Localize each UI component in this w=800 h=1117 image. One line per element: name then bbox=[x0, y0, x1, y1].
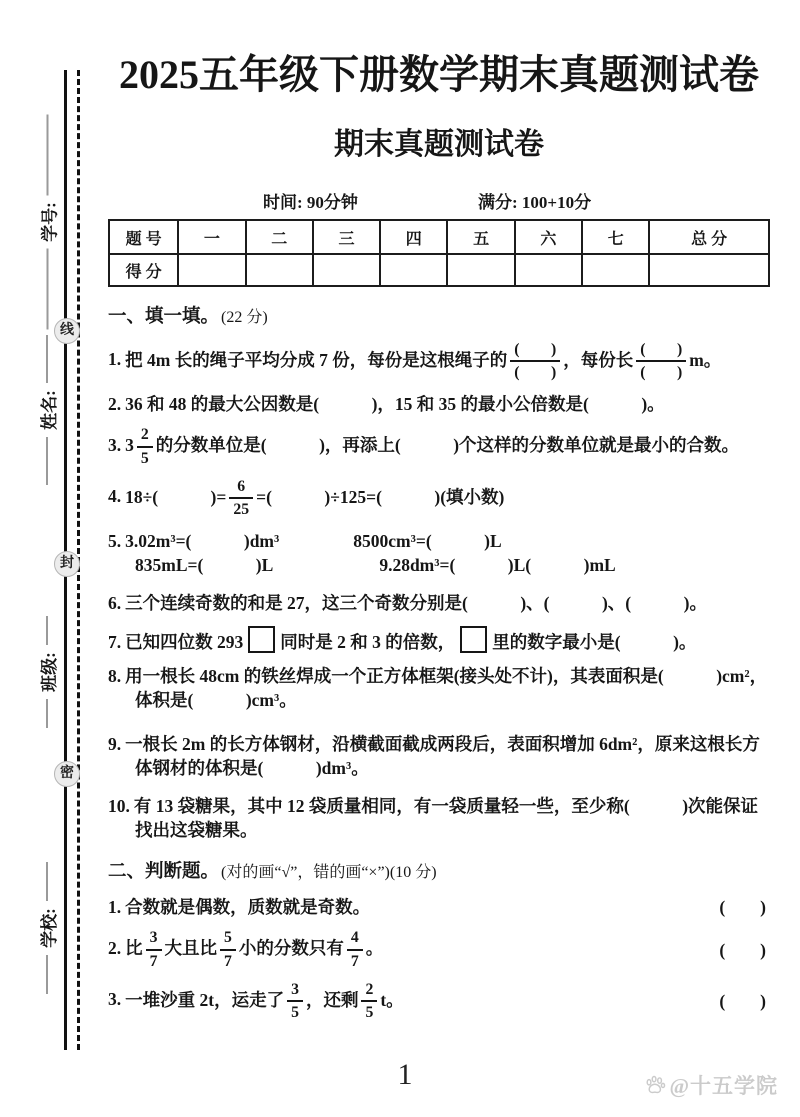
question-text-segment: 同时是 2 和 3 的倍数， bbox=[280, 631, 456, 652]
question bbox=[108, 732, 770, 780]
seal-char-mi: 密 bbox=[54, 761, 80, 787]
score-table-header-cell: 三 bbox=[313, 220, 380, 254]
fraction-denominator: 7 bbox=[149, 952, 158, 970]
question-text-segment: t。 bbox=[380, 989, 404, 1010]
fraction-numerator: 5 bbox=[220, 929, 236, 951]
fill-line bbox=[47, 114, 49, 195]
score-table-header-row bbox=[109, 220, 769, 254]
question-text bbox=[108, 626, 770, 654]
section-heading bbox=[108, 860, 770, 886]
question-number: 1. bbox=[108, 349, 122, 370]
fill-line bbox=[46, 862, 48, 901]
score-table-header-cell: 七 bbox=[582, 220, 649, 254]
judge-answer-blank: ( ) bbox=[719, 939, 766, 960]
fraction-numerator: 3 bbox=[146, 929, 162, 951]
fraction bbox=[146, 929, 162, 971]
score-table-cell bbox=[178, 254, 245, 286]
question-number: 1. bbox=[108, 897, 122, 918]
judge-answer-blank: ( ) bbox=[719, 897, 766, 918]
section-1 bbox=[108, 305, 770, 843]
fraction-denominator: 5 bbox=[291, 1004, 299, 1022]
school-label: 学校: bbox=[39, 908, 59, 948]
question bbox=[108, 895, 770, 919]
score-table-header-cell: 六 bbox=[515, 220, 582, 254]
question bbox=[108, 478, 770, 520]
question-text-segment: 9.28dm³=( )L( )mL bbox=[379, 555, 616, 576]
score-table-cell bbox=[582, 254, 649, 286]
question-text bbox=[108, 664, 770, 712]
fraction-denominator: 5 bbox=[140, 449, 149, 467]
score-table-cell: 得 分 bbox=[109, 254, 178, 286]
exam-info-row bbox=[108, 188, 770, 210]
fraction-numerator: ( ) bbox=[636, 341, 686, 363]
score-table-header-cell: 一 bbox=[178, 220, 245, 254]
score-table-header-cell: 四 bbox=[380, 220, 447, 254]
question-text-segment: 3.02m³=( )dm³ bbox=[125, 531, 280, 552]
baidu-paw-icon bbox=[644, 1074, 666, 1096]
question bbox=[108, 529, 770, 577]
question-text-segment: 835mL=( )L bbox=[135, 555, 274, 576]
section-label: 一、填一填。 bbox=[108, 307, 220, 327]
fraction-denominator: ( ) bbox=[640, 364, 683, 382]
fill-line bbox=[46, 616, 48, 645]
question bbox=[108, 981, 770, 1023]
answer-box bbox=[248, 626, 275, 653]
field-school bbox=[34, 862, 60, 994]
question bbox=[108, 664, 770, 712]
question-text-segment: 用一根长 48cm 的铁丝焊成一个正方体框架(接头处不计)，其表面积是( )cm²，体积是( )cm³。 bbox=[125, 665, 768, 710]
fraction-numerator: 3 bbox=[287, 981, 303, 1003]
question-text-segment: 的分数单位是( )，再添上( )个这样的分数单位就是最小的合数。 bbox=[155, 434, 740, 455]
question-text bbox=[108, 981, 707, 1023]
fraction-numerator: 4 bbox=[347, 929, 363, 951]
question-text-segment: =( )÷125=( )(填小数) bbox=[256, 486, 505, 507]
section-heading bbox=[108, 305, 770, 331]
score-table-cell bbox=[246, 254, 313, 286]
question-text bbox=[108, 478, 770, 520]
question-text bbox=[108, 426, 770, 468]
section-note: (对的画“√”，错的画“×”)(10 分) bbox=[221, 863, 437, 881]
question-text-segment: 有 13 袋糖果，其中 12 袋质量相同，有一袋质量轻一些，至少称( )次能保证找出这袋糖果。 bbox=[133, 796, 759, 841]
answer-box bbox=[460, 626, 487, 653]
question bbox=[108, 591, 770, 615]
seal-char-line: 线 bbox=[54, 318, 80, 344]
question-number: 9. bbox=[108, 734, 122, 754]
question-number: 2. bbox=[108, 394, 122, 415]
question-text-segment: m。 bbox=[689, 349, 722, 370]
section-note: (22 分) bbox=[221, 309, 268, 326]
field-student-name bbox=[34, 335, 60, 485]
question-text-segment: 。 bbox=[365, 937, 384, 958]
question-text bbox=[108, 732, 770, 780]
field-class bbox=[34, 616, 60, 728]
score-table-cell bbox=[649, 254, 769, 286]
question-number: 3. bbox=[108, 434, 122, 455]
field-student-id bbox=[35, 115, 61, 330]
judge-answer-blank: ( ) bbox=[719, 991, 766, 1012]
watermark-text: @十五学院 bbox=[669, 1074, 778, 1098]
fill-line bbox=[46, 955, 48, 994]
question-number: 2. bbox=[108, 937, 122, 958]
fraction-numerator: 2 bbox=[361, 981, 377, 1003]
question-text-segment: 比 bbox=[125, 937, 143, 958]
fraction-numerator: 6 bbox=[229, 478, 253, 500]
question bbox=[108, 392, 770, 416]
question-number: 3. bbox=[108, 989, 122, 1010]
question-number: 7. bbox=[108, 631, 122, 652]
question-text bbox=[108, 929, 707, 971]
question-sections bbox=[108, 305, 770, 1022]
fraction bbox=[220, 929, 236, 971]
question-number: 4. bbox=[108, 486, 122, 507]
score-table bbox=[108, 219, 770, 287]
fill-line bbox=[46, 699, 48, 728]
fill-line bbox=[46, 335, 48, 383]
section-2 bbox=[108, 860, 770, 1023]
question-text-segment: 把 4m 长的绳子平均分成 7 份，每份是这根绳子的 bbox=[125, 349, 508, 370]
question-number: 6. bbox=[108, 593, 122, 614]
fraction-denominator: 7 bbox=[350, 952, 359, 970]
exam-content bbox=[108, 0, 770, 1022]
score-table-cell bbox=[515, 254, 582, 286]
spacer bbox=[273, 570, 379, 571]
score-table-cell bbox=[380, 254, 447, 286]
question-number: 10. bbox=[108, 796, 130, 817]
score-table-cell bbox=[313, 254, 380, 286]
fraction-denominator: 7 bbox=[224, 952, 232, 970]
question-text-segment: ，还剩 bbox=[305, 989, 359, 1010]
question-text-segment: 合数就是偶数，质数就是奇数。 bbox=[125, 897, 371, 918]
score-table-header-cell: 五 bbox=[447, 220, 514, 254]
time-limit: 时间: 90分钟 bbox=[263, 193, 358, 212]
question-text-segment: ，每份长 bbox=[563, 349, 634, 370]
fraction-denominator: 5 bbox=[365, 1004, 374, 1022]
question-number: 5. bbox=[108, 531, 122, 552]
question-text-segment: 18÷( )= bbox=[125, 486, 227, 507]
question-text-segment: 一堆沙重 2t，运走了 bbox=[125, 989, 285, 1010]
score-table-header-cell: 二 bbox=[246, 220, 313, 254]
question-text bbox=[108, 392, 770, 416]
question-text-segment: 3 bbox=[125, 434, 134, 455]
fill-line bbox=[46, 437, 48, 485]
question-text-segment: 里的数字最小是( )。 bbox=[492, 631, 697, 652]
section-label: 二、判断题。 bbox=[108, 861, 220, 882]
question-text bbox=[108, 591, 770, 615]
question bbox=[108, 426, 770, 468]
page-number: 1 bbox=[397, 1058, 413, 1091]
score-table-header-cell: 题 号 bbox=[109, 220, 178, 254]
page-title: 2025五年级下册数学期末真题测试卷 bbox=[119, 52, 759, 97]
question-text-segment: 已知四位数 293 bbox=[125, 631, 244, 652]
spacer bbox=[279, 546, 353, 547]
question-text-segment: 36 和 48 的最大公因数是( )，15 和 35 的最小公倍数是( )。 bbox=[125, 394, 665, 415]
class-label: 班级: bbox=[39, 652, 59, 692]
question-text bbox=[108, 794, 770, 842]
fraction bbox=[229, 478, 253, 520]
student-id-label: 学号: bbox=[40, 202, 59, 242]
score-table-cell bbox=[447, 254, 514, 286]
question-text bbox=[108, 529, 770, 577]
question bbox=[108, 929, 770, 971]
full-score: 满分: 100+10分 bbox=[478, 193, 592, 212]
fraction bbox=[510, 341, 560, 383]
question-text-segment: 三个连续奇数的和是 27，这三个奇数分别是( )、( )、( )。 bbox=[125, 593, 707, 614]
fraction bbox=[361, 981, 377, 1023]
score-table-header-cell: 总 分 bbox=[649, 220, 769, 254]
fraction-denominator: ( ) bbox=[514, 364, 557, 382]
watermark bbox=[644, 1070, 778, 1100]
question-text bbox=[108, 895, 707, 919]
fraction bbox=[636, 341, 686, 383]
fraction bbox=[287, 981, 303, 1023]
fraction bbox=[347, 929, 363, 971]
question bbox=[108, 626, 770, 654]
question-text-segment: 小的分数只有 bbox=[238, 937, 344, 958]
question bbox=[108, 794, 770, 842]
question-text-segment: 一根长 2m 的长方体钢材，沿横截面截成两段后，表面积增加 6dm²，原来这根长方体钢材的体积是( )dm³。 bbox=[125, 734, 760, 779]
question-number: 8. bbox=[108, 665, 122, 686]
student-name-label: 姓名: bbox=[39, 390, 59, 430]
score-table-score-row bbox=[109, 254, 769, 286]
seal-char-feng: 封 bbox=[54, 551, 80, 577]
fraction-numerator: 2 bbox=[137, 426, 153, 448]
question bbox=[108, 341, 770, 383]
fraction-numerator: ( ) bbox=[510, 341, 560, 363]
question-text bbox=[108, 341, 770, 383]
fraction-denominator: 25 bbox=[233, 501, 250, 519]
exam-subtitle: 期末真题测试卷 bbox=[334, 128, 544, 161]
fraction bbox=[137, 426, 153, 468]
fill-line bbox=[47, 249, 49, 330]
question-text-segment: 大且比 bbox=[164, 937, 217, 958]
question-text-segment: 8500cm³=( )L bbox=[353, 531, 502, 552]
